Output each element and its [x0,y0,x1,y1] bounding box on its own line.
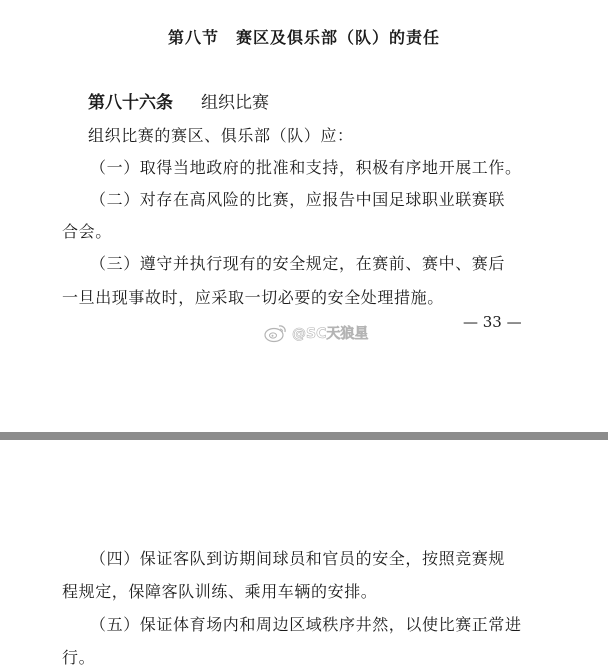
article-number: 第八十六条 [88,93,173,113]
paragraph-line: 一旦出现事故时，应采取一切必要的安全处理措施。 [62,288,444,307]
paragraph-line: （三）遵守并执行现有的安全规定，在赛前、赛中、赛后 [90,254,506,273]
document-page-lower [0,440,608,668]
paragraph-line: （一）取得当地政府的批准和支持，积极有序地开展工作。 [90,158,522,177]
watermark [264,323,368,343]
paragraph-line: 程规定，保障客队训练、乘用车辆的安排。 [62,582,378,601]
paragraph-line: （五）保证体育场内和周边区域秩序井然，以使比赛正常进 [90,615,522,634]
page-number: — 33 — [463,313,522,331]
paragraph-line: （四）保证客队到访期间球员和官员的安全，按照竞赛规 [90,549,506,568]
article-title: 组织比赛 [201,93,269,113]
section-title: 第八节 赛区及俱乐部（队）的责任 [167,28,440,47]
paragraph-line: 合会。 [62,222,112,241]
paragraph-line: （二）对存在高风险的比赛，应报告中国足球职业联赛联 [90,190,506,209]
weibo-logo-icon [264,323,288,343]
paragraph-line: 行。 [62,648,96,667]
page-divider [0,432,608,440]
article-heading [88,88,269,113]
watermark-text: @SC天狼星 [292,326,369,342]
paragraph-line: 组织比赛的赛区、俱乐部（队）应： [88,126,354,145]
